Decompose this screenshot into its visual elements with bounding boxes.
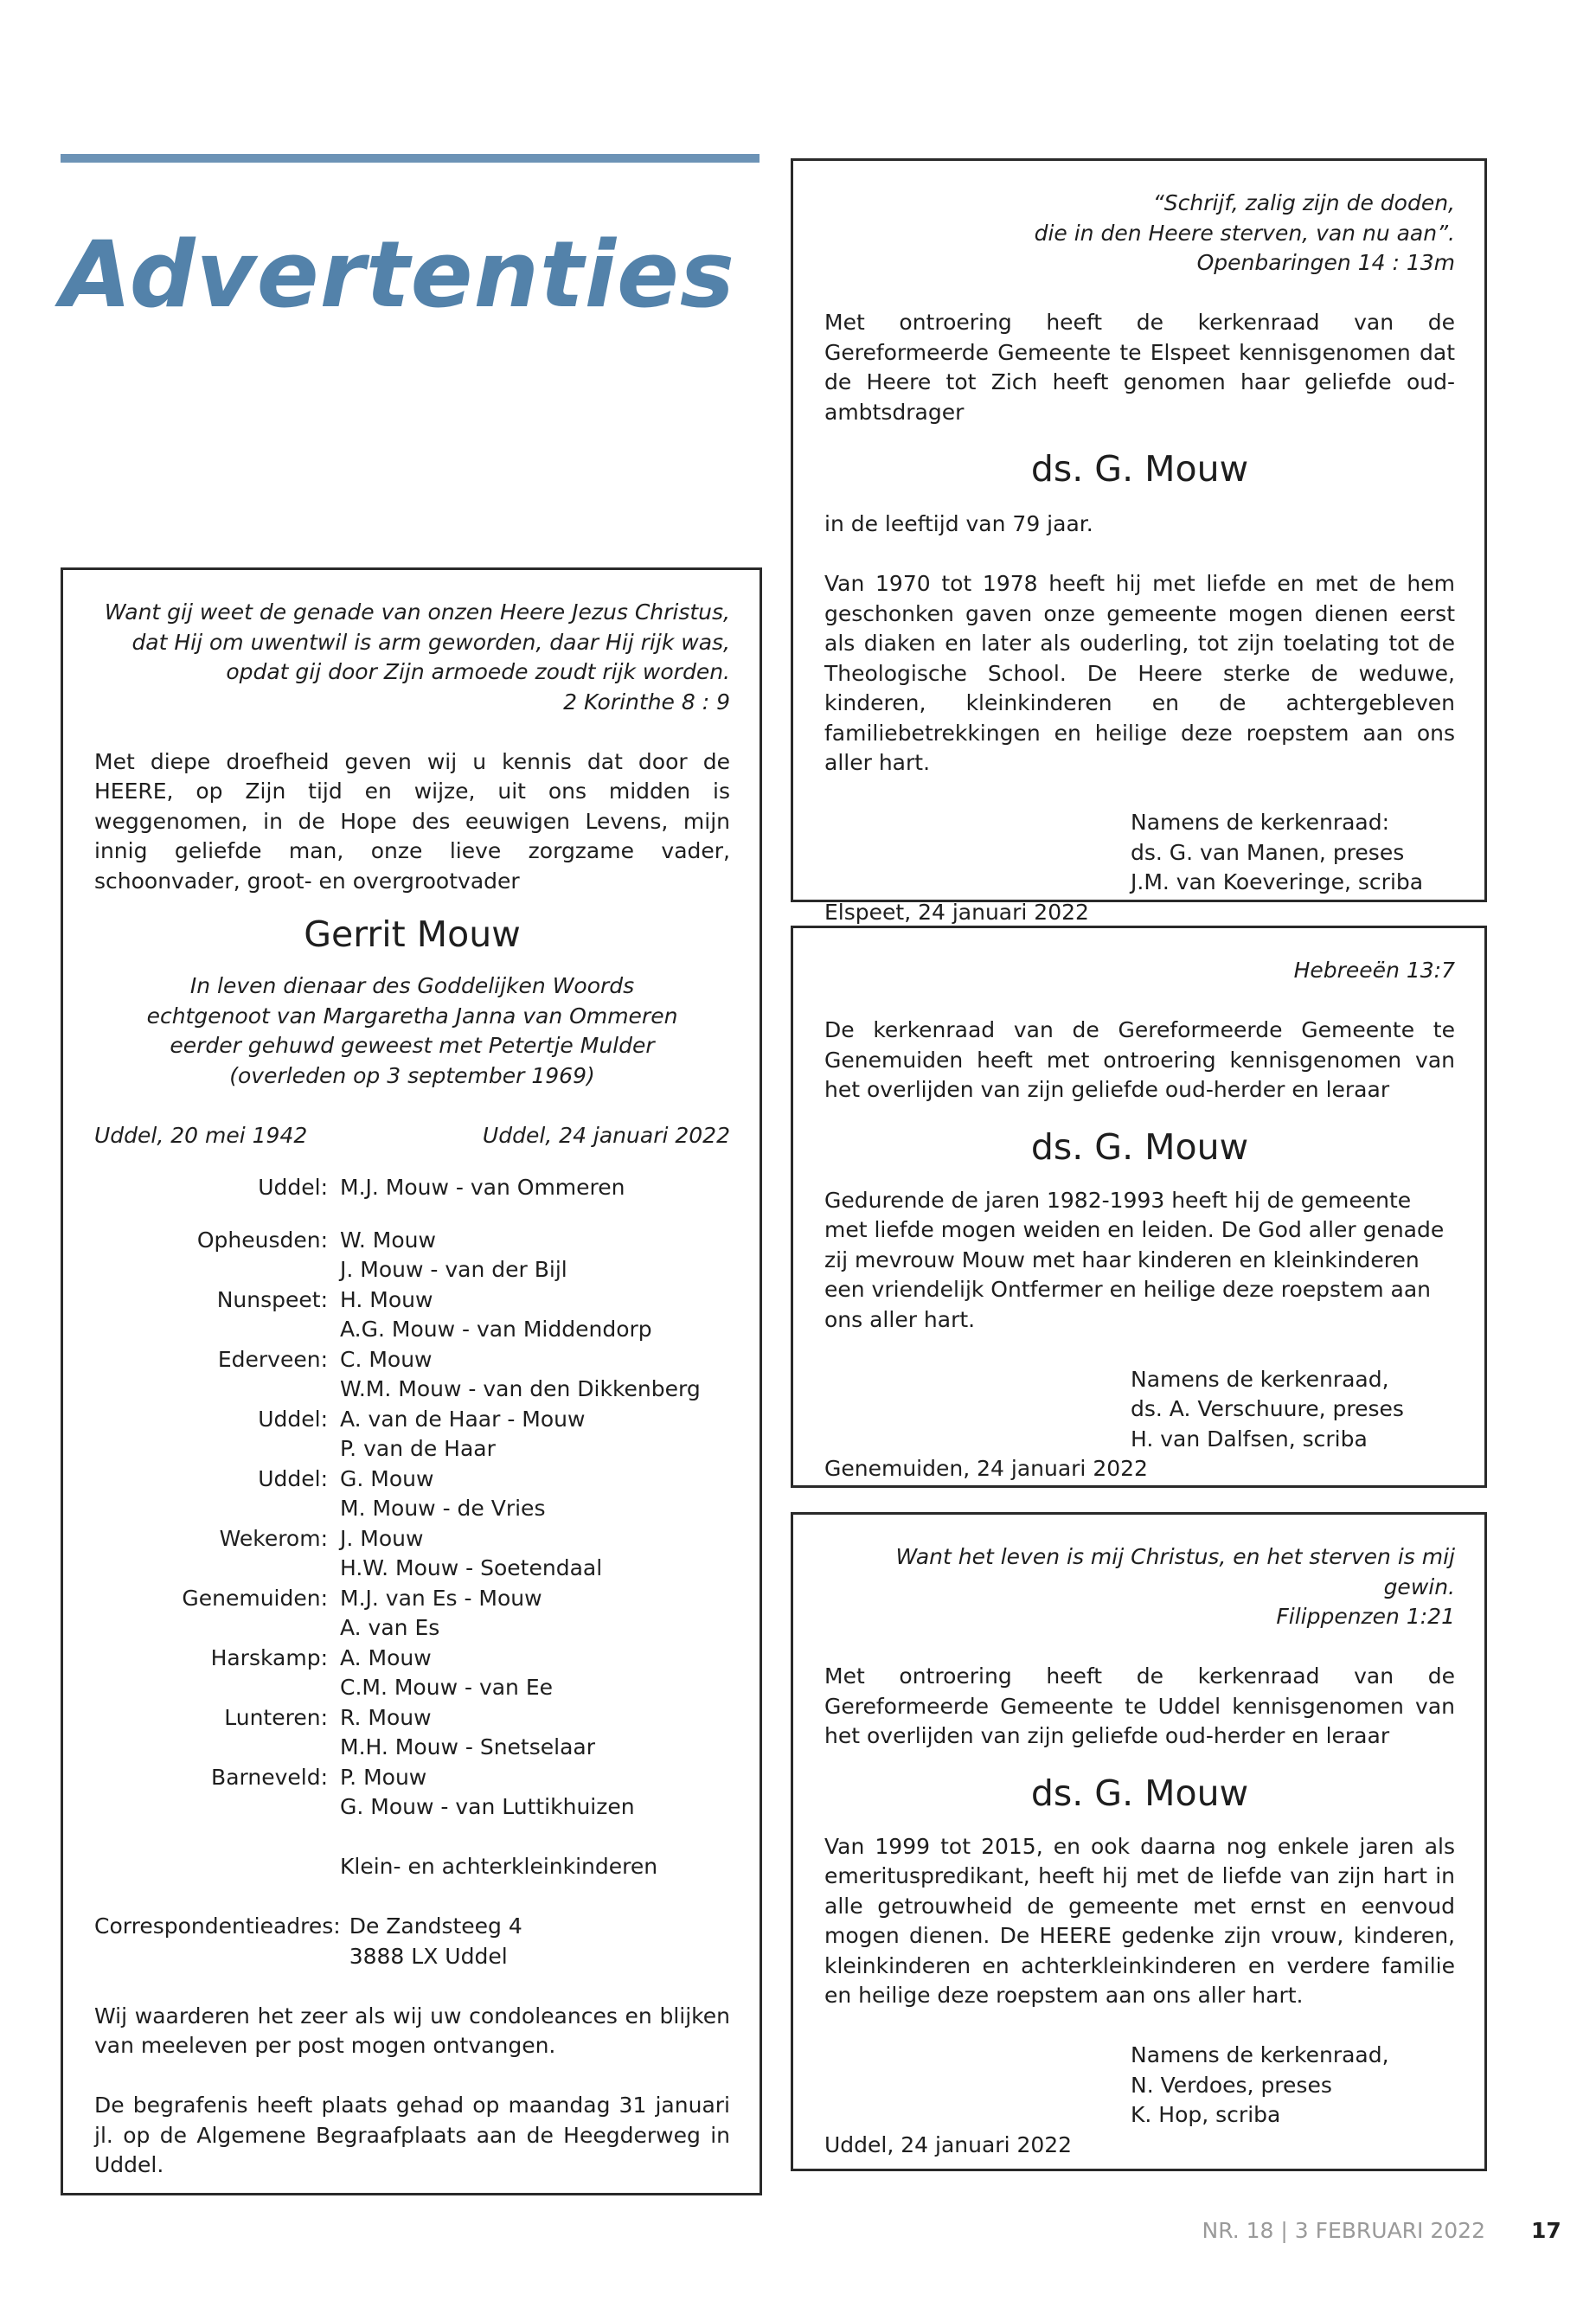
family-member: W. Mouw (340, 1227, 436, 1253)
deceased-name: Gerrit Mouw (304, 913, 521, 955)
genemuiden-name: ds. G. Mouw (1030, 1125, 1249, 1168)
section-title: Advertenties (61, 221, 735, 328)
family-place (94, 1494, 328, 1524)
uddel-place-date: Uddel, 24 januari 2022 (824, 2131, 1073, 2157)
quote-line: die in den Heere sterven, van nu aan”. (1034, 220, 1455, 246)
family-place: Ederveen: (217, 1346, 328, 1372)
family-place: Genemuiden: (182, 1585, 328, 1611)
genemuiden-quote (824, 956, 1455, 986)
family-member: M.H. Mouw - Snetselaar (340, 1734, 596, 1760)
quote-line: “Schrijf, zalig zijn de doden, (1152, 190, 1455, 215)
signature-line: K. Hop, scriba (1131, 2102, 1281, 2128)
uddel-name: ds. G. Mouw (1030, 1772, 1249, 1814)
family-member: H. Mouw (340, 1286, 433, 1312)
footer-issue: NR. 18 | 3 FEBRUARI 2022 (1202, 2218, 1485, 2243)
family-member: J. Mouw (340, 1525, 424, 1551)
widow-row (94, 1173, 730, 1203)
family-place: Uddel: (258, 1465, 328, 1491)
elspeet-intro: Met ontroering heeft de kerkenraad van de Gereformeerde Gemeente te Elspeet kennisgenomen dat de Heere tot Zich heeft genomen haar geliefde oud-ambtsdrager (824, 310, 1455, 425)
signature-line: Namens de kerkenraad, (1131, 2042, 1389, 2068)
quote-reference: Hebreeën 13:7 (1293, 958, 1455, 983)
family-member: M.J. van Es - Mouw (340, 1585, 542, 1611)
family-place (94, 1255, 328, 1285)
family-member: P. van de Haar (340, 1436, 496, 1462)
genemuiden-place-date: Genemuiden, 24 januari 2022 (824, 1456, 1148, 1482)
family-member: J. Mouw - van der Bijl (340, 1257, 567, 1283)
signature-line: Namens de kerkenraad, (1131, 1366, 1389, 1392)
genemuiden-intro: De kerkenraad van de Gereformeerde Gemeente te Genemuiden heeft met ontroering kennisgenomen van het overlijden van zijn geliefde oud-herder en leraar (824, 1017, 1455, 1102)
quote-reference: Openbaringen 14 : 13m (1196, 250, 1455, 275)
correspondence-label: Correspondentieadres: (94, 1913, 341, 1939)
family-place (94, 1673, 328, 1703)
family-member: C.M. Mouw - van Ee (340, 1675, 554, 1701)
grandchildren-row (94, 1852, 730, 1882)
deceased-subtitle (94, 971, 730, 1091)
title-rule (61, 154, 760, 163)
family-place: Nunspeet: (216, 1286, 328, 1312)
family-member: W.M. Mouw - van den Dikkenberg (340, 1376, 701, 1402)
uddel-signature (824, 2041, 1455, 2131)
family-member: A. van Es (340, 1615, 440, 1641)
signature-line: N. Verdoes, preses (1131, 2072, 1332, 2098)
signature-line: ds. G. van Manen, preses (1131, 839, 1405, 865)
family-member: A. van de Haar - Mouw (340, 1406, 586, 1432)
elspeet-place-date: Elspeet, 24 januari 2022 (824, 899, 1089, 925)
family-member: H.W. Mouw - Soetendaal (340, 1555, 603, 1581)
family-notice (61, 567, 762, 2195)
family-place: Uddel: (258, 1406, 328, 1432)
family-list (94, 1226, 730, 1823)
uddel-quote (824, 1542, 1455, 1632)
family-place (94, 1375, 328, 1405)
signature-line: ds. A. Verschuure, preses (1131, 1396, 1404, 1422)
family-member: M. Mouw - de Vries (340, 1496, 546, 1522)
quote-line: dat Hij om uwentwil is arm geworden, daar Hij rijk was, (131, 629, 730, 655)
family-place: Uddel: (258, 1175, 328, 1201)
elspeet-age: in de leeftijd van 79 jaar. (824, 511, 1093, 537)
subtitle-line: eerder gehuwd geweest met Petertje Mulder (170, 1033, 655, 1059)
family-place (94, 1434, 328, 1465)
address-line: 3888 LX Uddel (349, 1943, 508, 1969)
elspeet-signature (824, 808, 1455, 898)
family-member: M.J. Mouw - van Ommeren (340, 1175, 625, 1201)
death-date: Uddel, 24 januari 2022 (482, 1122, 730, 1148)
life-dates (94, 1121, 730, 1151)
family-place: Opheusden: (196, 1227, 328, 1253)
address-line: De Zandsteeg 4 (349, 1913, 522, 1939)
family-member: A.G. Mouw - van Middendorp (340, 1317, 652, 1343)
funeral-text: De begrafenis heeft plaats gehad op maandag 31 januari jl. op de Algemene Begraafplaats aan de Heegderweg in Uddel. (94, 2093, 730, 2178)
genemuiden-signature (824, 1365, 1455, 1455)
elspeet-quote (824, 189, 1455, 279)
family-member: P. Mouw (340, 1764, 427, 1790)
quote-line: opdat gij door Zijn armoede zoudt rijk worden. (226, 659, 730, 684)
genemuiden-body: Gedurende de jaren 1982-1993 heeft hij de gemeente met liefde mogen weiden en leiden. De God aller genade zij mevrouw Mouw met haar kinderen en kleinkinderen een vriendelijk Ontfermer en heilige deze roepstem aan ons aller hart. (824, 1187, 1445, 1332)
birth-date: Uddel, 20 mei 1942 (94, 1122, 308, 1148)
correspondence (94, 1912, 730, 1971)
subtitle-line: In leven dienaar des Goddelijken Woords (189, 973, 635, 999)
family-member: G. Mouw - van Luttikhuizen (340, 1794, 635, 1820)
family-place: Lunteren: (224, 1704, 328, 1730)
uddel-body: Van 1999 tot 2015, en ook daarna nog enkele jaren als emerituspredikant, heeft hij met de liefde van zijn hart in alle getrouwheid de gemeente met ernst en eenvoud mogen dienen. De HEERE gedenke zijn vrouw, kinderen, kleinkinderen en achterkleinkinderen en verdere familie en heilige deze roepstem aan ons aller hart. (824, 1833, 1455, 2009)
quote-line: Want het leven is mij Christus, en het sterven is mij gewin. (895, 1544, 1455, 1599)
notice-uddel (791, 1512, 1487, 2171)
family-quote (94, 598, 730, 717)
notice-genemuiden (791, 926, 1487, 1488)
elspeet-name: ds. G. Mouw (1030, 448, 1249, 490)
notice-elspeet (791, 158, 1487, 925)
family-place (94, 1613, 328, 1644)
family-place: Harskamp: (210, 1644, 328, 1670)
family-place (94, 1315, 328, 1345)
grandchildren: Klein- en achterkleinkinderen (340, 1854, 658, 1880)
family-place (94, 1554, 328, 1584)
family-member: R. Mouw (340, 1704, 432, 1730)
subtitle-line: echtgenoot van Margaretha Janna van Ommeren (146, 1003, 678, 1029)
signature-line: H. van Dalfsen, scriba (1131, 1426, 1368, 1452)
uddel-intro: Met ontroering heeft de kerkenraad van de Gereformeerde Gemeente te Uddel kennisgenomen van het overlijden van zijn geliefde oud-herder en leraar (824, 1663, 1455, 1748)
condolences-text: Wij waarderen het zeer als wij uw condoleances en blijken van meeleven per post mogen ontvangen. (94, 2003, 730, 2059)
quote-reference: 2 Korinthe 8 : 9 (563, 689, 730, 715)
family-intro: Met diepe droefheid geven wij u kennis dat door de HEERE, op Zijn tijd en wijze, uit ons midden is weggenomen, in de Hope des eeuwigen Levens, mijn innig geliefde man, onze lieve zorgzame vader, schoonvader, groot- en overgrootvader (94, 748, 730, 894)
subtitle-line: (overleden op 3 september 1969) (229, 1062, 595, 1088)
family-member: C. Mouw (340, 1346, 433, 1372)
quote-reference: Filippenzen 1:21 (1276, 1604, 1455, 1629)
quote-line: Want gij weet de genade van onzen Heere Jezus Christus, (104, 599, 730, 625)
family-place (94, 1792, 328, 1823)
signature-line: Namens de kerkenraad: (1131, 810, 1390, 836)
family-member: A. Mouw (340, 1644, 432, 1670)
signature-line: J.M. van Koeveringe, scriba (1131, 869, 1424, 895)
family-place: Barneveld: (211, 1764, 328, 1790)
family-place: Wekerom: (219, 1525, 328, 1551)
family-member: G. Mouw (340, 1465, 434, 1491)
family-place (94, 1733, 328, 1763)
page-number: 17 (1531, 2218, 1561, 2243)
elspeet-body: Van 1970 tot 1978 heeft hij met liefde en met de hem geschonken gaven onze gemeente mogen dienen eerst als diaken en later als ouderling, tot zijn toelating tot de Theologische School. De Heere sterke de weduwe, kinderen, kleinkinderen en de achtergebleven familiebetrekkingen en heilige deze roepstem aan ons aller hart. (824, 571, 1455, 776)
